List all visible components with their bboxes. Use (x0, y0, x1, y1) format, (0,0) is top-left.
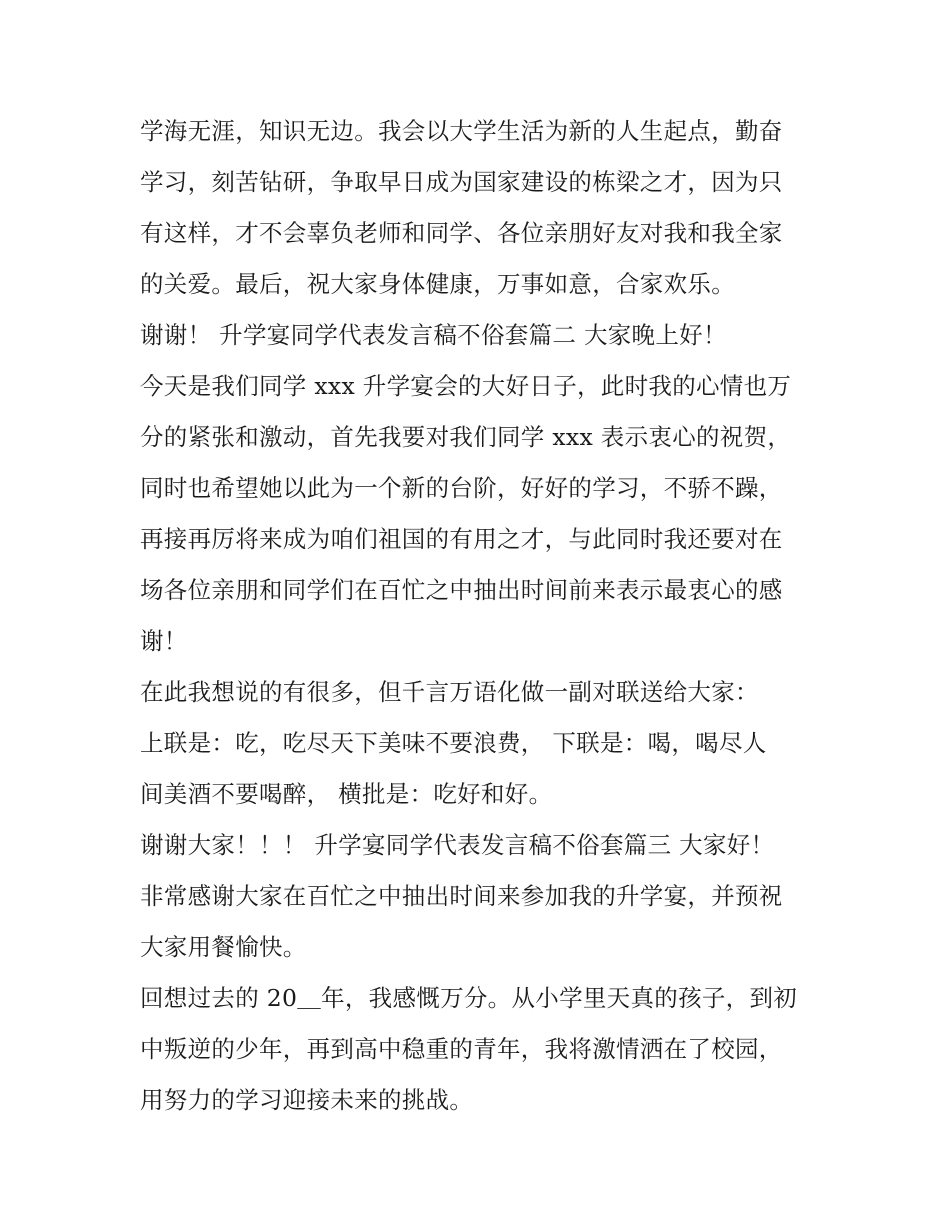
document-body (140, 106, 820, 1126)
text-line: 谢谢！ 升学宴同学代表发言稿不俗套篇二 大家晚上好！ (140, 321, 727, 349)
text-line: 谢！ (140, 627, 188, 655)
text-line: 今天是我们同学 xxx 升学宴会的大好日子，此时我的心情也万 (140, 372, 792, 400)
text-line: 场各位亲朋和同学们在百忙之中抽出时间前来表示最衷心的感 (140, 576, 783, 604)
text-line: 分的紧张和激动，首先我要对我们同学 xxx 表示衷心的祝贺， (140, 423, 792, 451)
text-line: 有这样，才不会辜负老师和同学、各位亲朋好友对我和我全家 (140, 219, 783, 247)
text-line: 大家用餐愉快。 (140, 933, 307, 961)
text-line: 再接再厉将来成为咱们祖国的有用之才，与此同时我还要对在 (140, 525, 783, 553)
text-line: 用努力的学习迎接未来的挑战。 (140, 1086, 474, 1114)
text-line: 上联是：吃，吃尽天下美味不要浪费， 下联是：喝，喝尽人 (140, 729, 767, 757)
text-line: 中叛逆的少年，再到高中稳重的青年，我将激情洒在了校园， (140, 1035, 783, 1063)
text-line: 在此我想说的有很多，但千言万语化做一副对联送给大家： (140, 678, 759, 706)
text-line: 学海无涯，知识无边。我会以大学生活为新的人生起点，勤奋 (140, 117, 783, 145)
text-line: 谢谢大家！！！ 升学宴同学代表发言稿不俗套篇三 大家好！ (140, 831, 775, 859)
text-line: 非常感谢大家在百忙之中抽出时间来参加我的升学宴，并预祝 (140, 882, 783, 910)
text-line: 学习，刻苦钻研，争取早日成为国家建设的栋梁之才，因为只 (140, 168, 783, 196)
text-line: 同时也希望她以此为一个新的台阶，好好的学习，不骄不躁， (140, 474, 783, 502)
text-line: 回想过去的 20＿年，我感慨万分。从小学里天真的孩子，到初 (140, 984, 798, 1012)
text-line: 间美酒不要喝醉， 横批是：吃好和好。 (140, 780, 553, 808)
text-line: 的关爱。最后，祝大家身体健康，万事如意，合家欢乐。 (140, 270, 735, 298)
